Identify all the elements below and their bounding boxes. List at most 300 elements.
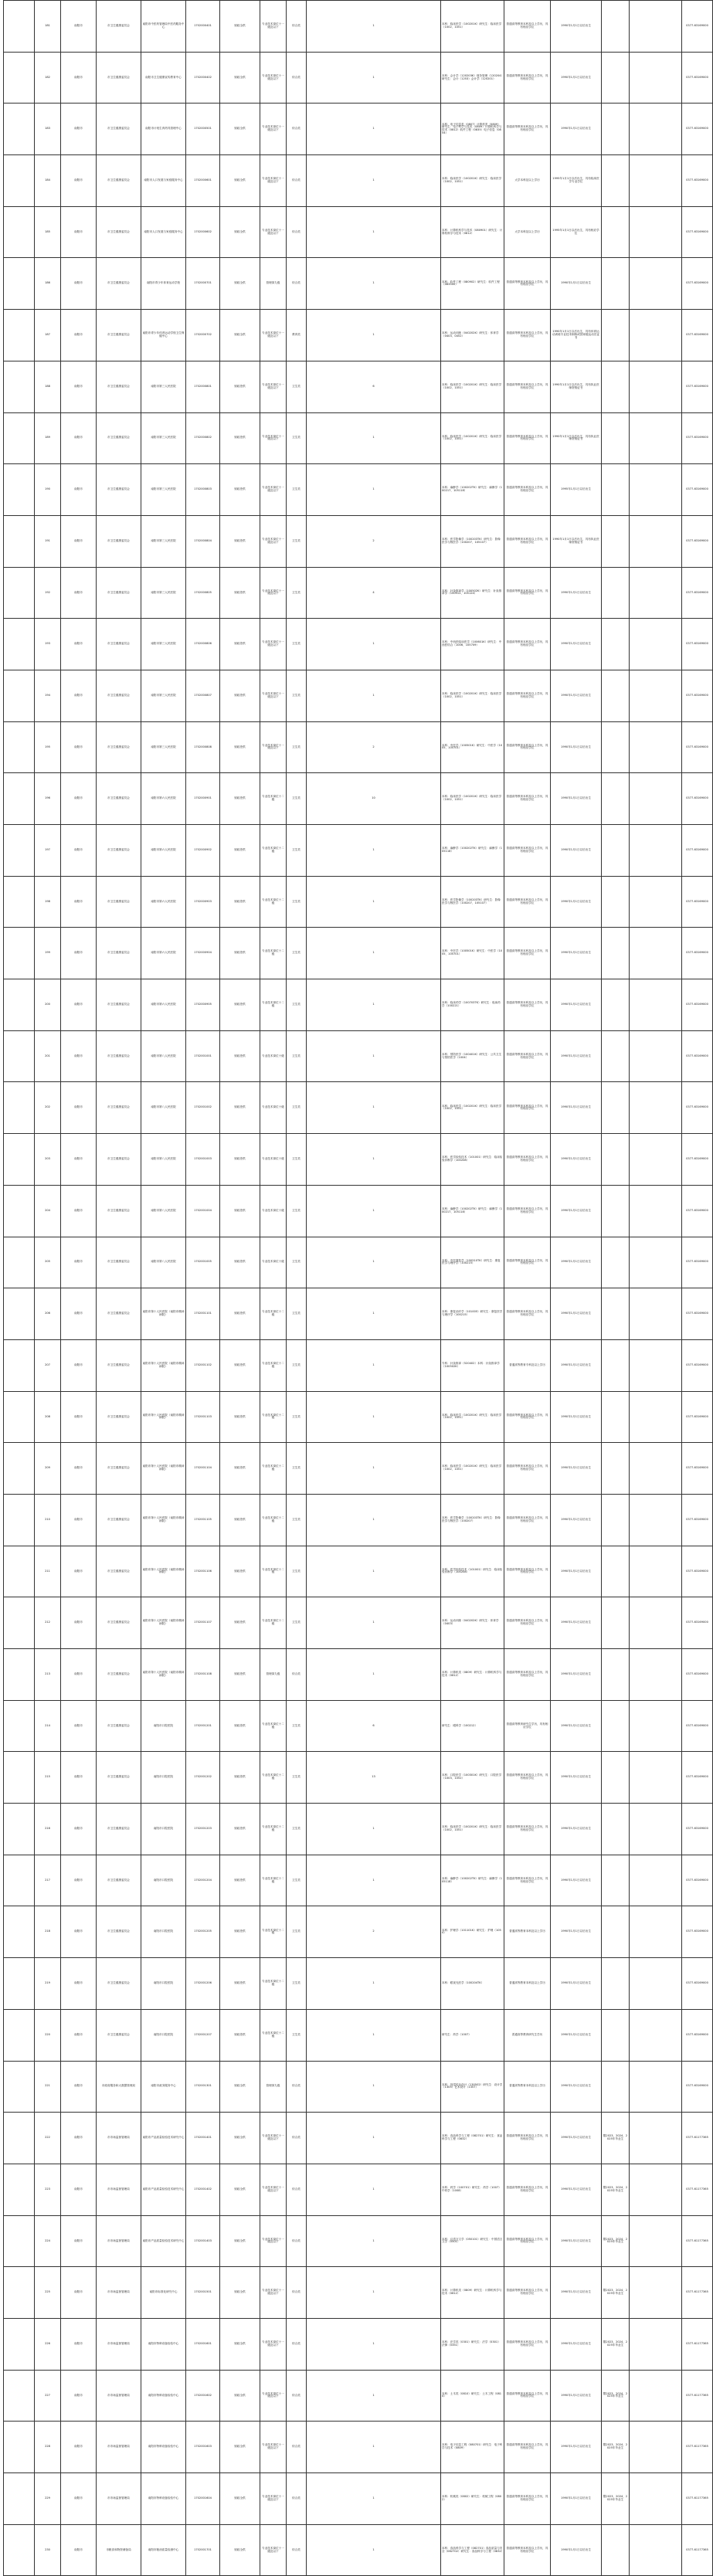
table-row (4, 1855, 713, 1906)
education-requirement-cell: 普通高等教育本科及以上学历 (504, 2061, 551, 2113)
funding-type-cell: 财政差供 (220, 825, 260, 877)
funding-type-cell: 财政差供 (220, 1082, 260, 1134)
funding-type-cell: 财政全供 (220, 2318, 260, 2370)
funding-type-cell: 财政全供 (220, 1, 260, 53)
blank-cell (4, 1546, 35, 1597)
city-cell: 南阳市 (61, 619, 97, 670)
position-category-cell: 专业技术岗位十一级及以下 (260, 2422, 287, 2473)
graduate-restriction-cell: 限2023、2024、2025年毕业生 (602, 2164, 630, 2215)
row-number-cell: 204 (35, 1185, 61, 1237)
department-cell: 市卫生健康委员会 (97, 1906, 141, 1958)
city-cell: 南阳市 (61, 1855, 97, 1906)
contact-phone-cell: 0377-63169000 (682, 670, 713, 721)
exam-type-cell: 卫生类 (287, 670, 307, 721)
unit-name-cell: 南阳市第三人民医院 (141, 515, 186, 567)
city-cell: 南阳市 (61, 464, 97, 516)
blank-cell (4, 464, 35, 516)
unit-name-cell: 南阳市青少年体育运动学校卫生保健中心 (141, 310, 186, 361)
blank-cell (630, 104, 682, 155)
exam-type-cell: 卫生类 (287, 1082, 307, 1134)
position-category-cell: 专业技术岗位十一级及以下 (260, 2473, 287, 2525)
funding-type-cell: 财政差供 (220, 567, 260, 619)
exam-type-cell: 卫生类 (287, 1700, 307, 1752)
other-requirement-cell: 1995年1月1日以后出生，具有相应学位 (551, 206, 602, 258)
contact-phone-cell: 0377-63169000 (682, 412, 713, 464)
position-category-cell: 专业技术岗位十一级及以下 (260, 155, 287, 207)
unit-name-cell: 南阳市人口发展与家庭服务中心 (141, 155, 186, 207)
major-requirement-cell: 本科：食品科学与工程（082701）研究生：食品科学与工程（0832） (441, 2113, 504, 2164)
major-requirement-cell: 本科：运动训练（040202K）研究生：体育学（0403） (441, 1597, 504, 1649)
city-cell: 南阳市 (61, 2524, 97, 2576)
table-row (4, 721, 713, 773)
funding-type-cell: 财政差供 (220, 1855, 260, 1906)
table-row (4, 155, 713, 207)
contact-phone-cell: 0377-61177365 (682, 2422, 713, 2473)
exam-type-cell: 综合类 (287, 104, 307, 155)
unit-name-cell: 南阳市第八人民医院 (141, 1237, 186, 1288)
blank-cell (4, 1, 35, 53)
blank-cell (4, 1752, 35, 1804)
other-requirement-cell: 1990年1月1日以后出生 (551, 1494, 602, 1546)
table-row (4, 876, 713, 928)
contact-phone-cell: 0377-63169000 (682, 825, 713, 877)
position-code-cell: 1702000905 (186, 979, 220, 1031)
blank-cell (4, 1237, 35, 1288)
blank-cell (4, 1288, 35, 1340)
department-cell: 市市场监督管理局 (97, 2318, 141, 2370)
position-code-cell: 1702001501 (186, 2267, 220, 2319)
table-row (4, 1649, 713, 1701)
unit-name-cell: 南阳市第八人民医院 (141, 1134, 186, 1186)
row-number-cell: 225 (35, 2267, 61, 2319)
position-code-cell: 1702001106 (186, 1546, 220, 1597)
funding-type-cell: 财政全供 (220, 258, 260, 310)
contact-phone-cell: 0377-63169000 (682, 1597, 713, 1649)
contact-phone-cell: 0377-63169000 (682, 464, 713, 516)
contact-phone-cell: 0377-63169000 (682, 1906, 713, 1958)
position-category-cell: 专业技术岗位十二级 (260, 825, 287, 877)
major-requirement-cell: 本科：针灸推拿学（100502K）研究生：针灸推拿学（100512、105124） (441, 567, 504, 619)
unit-name-cell: 南阳市产品质量检验技术研究中心 (141, 2113, 186, 2164)
position-code-cell: 1702001102 (186, 1339, 220, 1391)
exam-type-cell: 卫生类 (287, 1546, 307, 1597)
row-number-cell: 220 (35, 2009, 61, 2061)
graduate-restriction-cell (602, 258, 630, 310)
contact-phone-cell: 0377-61177365 (682, 2370, 713, 2422)
contact-phone-cell: 0377-61177365 (682, 2473, 713, 2525)
education-requirement-cell: 普通高等教育本科及以上学历，具有相应学位 (504, 1855, 551, 1906)
other-requirement-cell: 1990年1月1日以后出生 (551, 1134, 602, 1186)
unit-name-cell: 南阳市特种设备检验中心 (141, 2370, 186, 2422)
row-number-cell: 185 (35, 206, 61, 258)
contact-phone-cell: 0377-63169000 (682, 258, 713, 310)
row-number-cell: 196 (35, 773, 61, 825)
exam-type-cell: 综合类 (287, 155, 307, 207)
blank-cell (4, 1339, 35, 1391)
hiring-count-cell: 1 (307, 1958, 441, 2010)
row-number-cell: 198 (35, 876, 61, 928)
contact-phone-cell: 0377-63169000 (682, 1752, 713, 1804)
row-number-cell: 205 (35, 1237, 61, 1288)
hiring-count-cell: 1 (307, 928, 441, 979)
exam-type-cell: 卫生类 (287, 1288, 307, 1340)
row-number-cell: 221 (35, 2061, 61, 2113)
row-number-cell: 203 (35, 1134, 61, 1186)
hiring-count-cell: 1 (307, 1134, 441, 1186)
funding-type-cell: 财政差供 (220, 361, 260, 412)
major-requirement-cell: 专科：针灸推拿（520402）本科：针灸推拿学（100502K） (441, 1339, 504, 1391)
position-category-cell: 专业技术岗位十一级及以下 (260, 2215, 287, 2267)
major-requirement-cell: 本科：计算机类（0809）研究生：计算机科学与技术（0812） (441, 2267, 504, 2319)
table-row (4, 412, 713, 464)
hiring-count-cell: 1 (307, 2009, 441, 2061)
blank-cell (630, 258, 682, 310)
education-requirement-cell: 普通高等教育本科及以上学历，具有相应学位 (504, 52, 551, 104)
position-code-cell: 1702000702 (186, 310, 220, 361)
education-requirement-cell: 大学本科及以上学历 (504, 206, 551, 258)
funding-type-cell: 财政差供 (220, 1958, 260, 2010)
department-cell: 市卫生健康委员会 (97, 1443, 141, 1495)
city-cell: 南阳市 (61, 104, 97, 155)
education-requirement-cell: 普通高等教育本科及以上学历，具有相应学位 (504, 1443, 551, 1495)
funding-type-cell: 财政全供 (220, 2524, 260, 2576)
blank-cell (630, 1494, 682, 1546)
table-row (4, 1494, 713, 1546)
position-code-cell: 1702000402 (186, 52, 220, 104)
graduate-restriction-cell (602, 1494, 630, 1546)
position-code-cell: 1702000804 (186, 515, 220, 567)
exam-type-cell: 综合类 (287, 2164, 307, 2215)
education-requirement-cell: 普通高等教育本科及以上学历，具有相应学位 (504, 1494, 551, 1546)
major-requirement-cell: 本科：麻醉学（100202TK）研究生：麻醉学（105118） (441, 825, 504, 877)
position-code-cell: 1702000601 (186, 155, 220, 207)
position-category-cell: 专业技术岗位十一级及以下 (260, 567, 287, 619)
table-row (4, 1, 713, 53)
position-category-cell: 专业技术岗位十一级及以下 (260, 2524, 287, 2576)
education-requirement-cell: 普通高等教育本科及以上学历，具有相应学位 (504, 1288, 551, 1340)
exam-type-cell: 综合类 (287, 2061, 307, 2113)
row-number-cell: 218 (35, 1906, 61, 1958)
position-category-cell: 专业技术岗位十一级及以下 (260, 515, 287, 567)
graduate-restriction-cell: 限2023、2024、2025年毕业生 (602, 2422, 630, 2473)
exam-type-cell: 卫生类 (287, 515, 307, 567)
exam-type-cell: 综合类 (287, 2318, 307, 2370)
blank-cell (630, 1288, 682, 1340)
position-code-cell: 1702001001 (186, 1030, 220, 1082)
unit-name-cell: 南阳市青少年体育运动学校 (141, 258, 186, 310)
education-requirement-cell: 普通高等教育研究生学历，具有相应学位 (504, 1700, 551, 1752)
department-cell: 市卫生健康委员会 (97, 721, 141, 773)
contact-phone-cell: 0377-63169000 (682, 1288, 713, 1340)
unit-name-cell: 南阳市产品质量检验技术研究中心 (141, 2164, 186, 2215)
table-row (4, 2370, 713, 2422)
position-code-cell: 1702000903 (186, 876, 220, 928)
blank-cell (4, 412, 35, 464)
table-row (4, 825, 713, 877)
contact-phone-cell: 0377-63169000 (682, 1494, 713, 1546)
other-requirement-cell: 1990年1月1日以后出生 (551, 2524, 602, 2576)
blank-cell (630, 52, 682, 104)
funding-type-cell: 财政全供 (220, 206, 260, 258)
other-requirement-cell: 1990年1月1日以后出生 (551, 1958, 602, 2010)
contact-phone-cell: 0377-61177365 (682, 2524, 713, 2576)
major-requirement-cell: 本科：法学类（0301）研究生：法学（0301）法律（0351） (441, 2318, 504, 2370)
funding-type-cell: 财政差供 (220, 670, 260, 721)
department-cell: 市卫生健康委员会 (97, 52, 141, 104)
education-requirement-cell: 普通高等教育本科及以上学历，具有相应学位 (504, 2318, 551, 2370)
unit-name-cell: 南阳市口腔医院 (141, 1700, 186, 1752)
blank-cell (4, 2113, 35, 2164)
blank-cell (4, 1185, 35, 1237)
other-requirement-cell: 1990年1月1日以后出生 (551, 2473, 602, 2525)
row-number-cell: 212 (35, 1597, 61, 1649)
unit-name-cell: 南阳市卫生健康宣传教育中心 (141, 52, 186, 104)
row-number-cell: 222 (35, 2113, 61, 2164)
hiring-count-cell: 1 (307, 876, 441, 928)
department-cell: 市卫生健康委员会 (97, 567, 141, 619)
position-category-cell: 专业技术岗位十二级 (260, 2009, 287, 2061)
hiring-count-cell: 1 (307, 206, 441, 258)
blank-cell (4, 310, 35, 361)
department-cell: 市卫生健康委员会 (97, 876, 141, 928)
exam-type-cell: 综合类 (287, 2113, 307, 2164)
other-requirement-cell: 1990年1月1日以后出生 (551, 1649, 602, 1701)
hiring-count-cell: 1 (307, 1, 441, 53)
department-cell: 市卫生健康委员会 (97, 619, 141, 670)
education-requirement-cell: 普通高等教育本科及以上学历，具有相应学位 (504, 412, 551, 464)
graduate-restriction-cell (602, 52, 630, 104)
blank-cell (4, 2524, 35, 2576)
city-cell: 南阳市 (61, 928, 97, 979)
table-row (4, 52, 713, 104)
table-row (4, 928, 713, 979)
position-category-cell: 专业技术岗位十一级及以下 (260, 2113, 287, 2164)
exam-type-cell: 综合类 (287, 1, 307, 53)
graduate-restriction-cell (602, 1339, 630, 1391)
funding-type-cell: 财政全供 (220, 155, 260, 207)
blank-cell (4, 721, 35, 773)
city-cell: 南阳市 (61, 2267, 97, 2319)
city-cell: 南阳市 (61, 1134, 97, 1186)
hiring-count-cell: 1 (307, 1237, 441, 1288)
education-requirement-cell: 普通高等教育本科及以上学历，具有相应学位 (504, 1237, 551, 1288)
position-category-cell: 专业技术岗位十二级 (260, 1546, 287, 1597)
row-number-cell: 211 (35, 1546, 61, 1597)
position-code-cell: 1702001207 (186, 2009, 220, 2061)
row-number-cell: 188 (35, 361, 61, 412)
exam-type-cell: 卫生类 (287, 1958, 307, 2010)
hiring-count-cell: 2 (307, 515, 441, 567)
blank-cell (4, 1958, 35, 2010)
department-cell: 市卫生健康委员会 (97, 1288, 141, 1340)
city-cell: 南阳市 (61, 1494, 97, 1546)
position-category-cell: 专业技术岗位十一级及以下 (260, 464, 287, 516)
department-cell: 市卫生健康委员会 (97, 1237, 141, 1288)
city-cell: 南阳市 (61, 310, 97, 361)
graduate-restriction-cell (602, 1237, 630, 1288)
major-requirement-cell: 本科：中医学（100501K）研究生：中医学（1005、105701） (441, 928, 504, 979)
major-requirement-cell: 本科：临床医学（100201K）研究生：临床医学（1002、1051） (441, 412, 504, 464)
graduate-restriction-cell (602, 825, 630, 877)
blank-cell (630, 1443, 682, 1495)
other-requirement-cell: 1990年1月1日以后出生，具有体育运动训练专业技术职称或国家级运动员证书 (551, 310, 602, 361)
education-requirement-cell: 普通高等教育本科及以上学历，具有相应学位 (504, 876, 551, 928)
position-code-cell: 1702000401 (186, 1, 220, 53)
position-category-cell: 专业技术岗位十二级 (260, 773, 287, 825)
contact-phone-cell: 0377-61177365 (682, 2113, 713, 2164)
funding-type-cell: 财政差供 (220, 1391, 260, 1443)
blank-cell (630, 979, 682, 1031)
major-requirement-cell: 本科：临床医学（100201K）研究生：临床医学（1002、1051） (441, 670, 504, 721)
blank-cell (630, 1030, 682, 1082)
other-requirement-cell: 1990年1月1日以后出生 (551, 2215, 602, 2267)
position-category-cell: 专业技术岗位十一级及以下 (260, 361, 287, 412)
table-row (4, 670, 713, 721)
contact-phone-cell: 0377-63169000 (682, 721, 713, 773)
position-code-cell: 1702001201 (186, 1700, 220, 1752)
position-code-cell: 1702001403 (186, 2215, 220, 2267)
graduate-restriction-cell (602, 2061, 630, 2113)
hiring-count-cell: 1 (307, 2061, 441, 2113)
other-requirement-cell: 1995年1月1日以后出生 (551, 464, 602, 516)
hiring-count-cell: 1 (307, 2267, 441, 2319)
city-cell: 南阳市 (61, 258, 97, 310)
unit-name-cell: 南阳市产品质量检验技术研究中心 (141, 2215, 186, 2267)
graduate-restriction-cell (602, 1597, 630, 1649)
department-cell: 市卫生健康委员会 (97, 773, 141, 825)
funding-type-cell: 财政全供 (220, 310, 260, 361)
department-cell: 市市场监督管理局 (97, 2370, 141, 2422)
exam-type-cell: 综合类 (287, 2215, 307, 2267)
blank-cell (630, 1804, 682, 1855)
education-requirement-cell: 普通高等教育本科及以上学历，具有相应学位 (504, 567, 551, 619)
hiring-count-cell: 1 (307, 1546, 441, 1597)
major-requirement-cell: 本科：临床医学（100201K）研究生：临床医学（1002、1051） (441, 773, 504, 825)
unit-name-cell: 南阳市第八人民医院 (141, 1185, 186, 1237)
blank-cell (4, 361, 35, 412)
unit-name-cell: 南阳市第十人民医院（南阳市精神病院） (141, 1443, 186, 1495)
other-requirement-cell: 1990年1月1日以后出生 (551, 979, 602, 1031)
education-requirement-cell: 普通高等教育本科及以上学历，具有相应学位 (504, 2422, 551, 2473)
education-requirement-cell: 普通高等教育本科及以上学历，具有相应学位 (504, 1185, 551, 1237)
contact-phone-cell: 0377-63169000 (682, 1443, 713, 1495)
major-requirement-cell: 本科：会计学（120203K）财务管理（120204）研究生：会计（1253）会计学（120201） (441, 52, 504, 104)
graduate-restriction-cell (602, 1288, 630, 1340)
city-cell: 南阳市 (61, 206, 97, 258)
blank-cell (4, 2009, 35, 2061)
blank-cell (630, 2009, 682, 2061)
major-requirement-cell: 本科：麻醉学（100202TK）研究生：麻醉学（100217、105118） (441, 464, 504, 516)
city-cell: 南阳市 (61, 1906, 97, 1958)
blank-cell (4, 2061, 35, 2113)
table-row (4, 2061, 713, 2113)
major-requirement-cell: 研究生：药学（1007） (441, 2009, 504, 2061)
row-number-cell: 201 (35, 1030, 61, 1082)
blank-cell (630, 2524, 682, 2576)
graduate-restriction-cell (602, 412, 630, 464)
position-code-cell: 1702000602 (186, 206, 220, 258)
blank-cell (4, 2318, 35, 2370)
blank-cell (4, 567, 35, 619)
department-cell: 市卫生健康委员会 (97, 412, 141, 464)
position-category-cell: 专业技术岗位十二级 (260, 1288, 287, 1340)
major-requirement-cell: 本科：中医学（100501K）研究生：中医学（1005、105701） (441, 721, 504, 773)
exam-type-cell: 卫生类 (287, 619, 307, 670)
row-number-cell: 228 (35, 2422, 61, 2473)
contact-phone-cell: 0377-63169000 (682, 1391, 713, 1443)
education-requirement-cell: 普通高等教育本科及以上学历，具有相应学位 (504, 1649, 551, 1701)
blank-cell (4, 876, 35, 928)
row-number-cell: 186 (35, 258, 61, 310)
major-requirement-cell: 本科：康复治疗学（101005）研究生：康复医学与理疗学（100215） (441, 1288, 504, 1340)
blank-cell (630, 1339, 682, 1391)
position-code-cell: 1702001701 (186, 2524, 220, 2576)
major-requirement-cell: 本科：中医康复学（100510TK）研究生：康复医学与理疗学（100215） (441, 1237, 504, 1288)
position-code-cell: 1702000904 (186, 928, 220, 979)
graduate-restriction-cell: 限2023、2024、2025年毕业生 (602, 2113, 630, 2164)
exam-type-cell: 综合类 (287, 1649, 307, 1701)
funding-type-cell: 财政差供 (220, 464, 260, 516)
funding-type-cell: 财政差供 (220, 1700, 260, 1752)
hiring-count-cell: 4 (307, 567, 441, 619)
graduate-restriction-cell (602, 361, 630, 412)
blank-cell (630, 206, 682, 258)
graduate-restriction-cell (602, 1958, 630, 2010)
table-row (4, 361, 713, 412)
hiring-count-cell: 1 (307, 2215, 441, 2267)
major-requirement-cell: 本科：临床医学（100201K）研究生：临床医学（1002、1051） (441, 155, 504, 207)
graduate-restriction-cell (602, 155, 630, 207)
other-requirement-cell: 1990年1月1日以后出生 (551, 1082, 602, 1134)
graduate-restriction-cell (602, 979, 630, 1031)
hiring-count-cell: 1 (307, 1443, 441, 1495)
blank-cell (4, 2267, 35, 2319)
position-category-cell: 专业技术岗位十级 (260, 1237, 287, 1288)
major-requirement-cell: 本科：机械类（0802）研究生：机械工程（0802） (441, 2473, 504, 2525)
department-cell: 市卫生健康委员会 (97, 104, 141, 155)
department-cell: 市卫生健康委员会 (97, 1391, 141, 1443)
blank-cell (630, 567, 682, 619)
position-category-cell: 专业技术岗位十二级 (260, 1391, 287, 1443)
funding-type-cell: 财政差供 (220, 1339, 260, 1391)
hiring-count-cell: 1 (307, 979, 441, 1031)
education-requirement-cell: 普通高等教育本科及以上学历，具有相应学位 (504, 2267, 551, 2319)
department-cell: 市卫生健康委员会 (97, 1030, 141, 1082)
position-code-cell: 1702001206 (186, 1958, 220, 2010)
city-cell: 南阳市 (61, 2370, 97, 2422)
education-requirement-cell: 普通高等教育本科及以上学历，具有相应学位 (504, 310, 551, 361)
funding-type-cell: 财政全供 (220, 2215, 260, 2267)
graduate-restriction-cell: 限2023、2024、2025年毕业生 (602, 2267, 630, 2319)
blank-cell (630, 1546, 682, 1597)
table-row (4, 979, 713, 1031)
position-code-cell: 1702001203 (186, 1804, 220, 1855)
other-requirement-cell: 1990年1月1日以后出生 (551, 1237, 602, 1288)
department-cell: 市卫生健康委员会 (97, 979, 141, 1031)
graduate-restriction-cell (602, 1082, 630, 1134)
hiring-count-cell: 1 (307, 2524, 441, 2576)
contact-phone-cell: 0377-63169000 (682, 979, 713, 1031)
graduate-restriction-cell (602, 773, 630, 825)
exam-type-cell: 卫生类 (287, 1443, 307, 1495)
funding-type-cell: 财政全供 (220, 2061, 260, 2113)
city-cell: 南阳市 (61, 876, 97, 928)
contact-phone-cell: 0377-63169000 (682, 361, 713, 412)
hiring-count-cell: 1 (307, 670, 441, 721)
exam-type-cell: 卫生类 (287, 464, 307, 516)
position-code-cell: 1702001402 (186, 2164, 220, 2215)
department-cell: 市市场监督管理局 (97, 2164, 141, 2215)
